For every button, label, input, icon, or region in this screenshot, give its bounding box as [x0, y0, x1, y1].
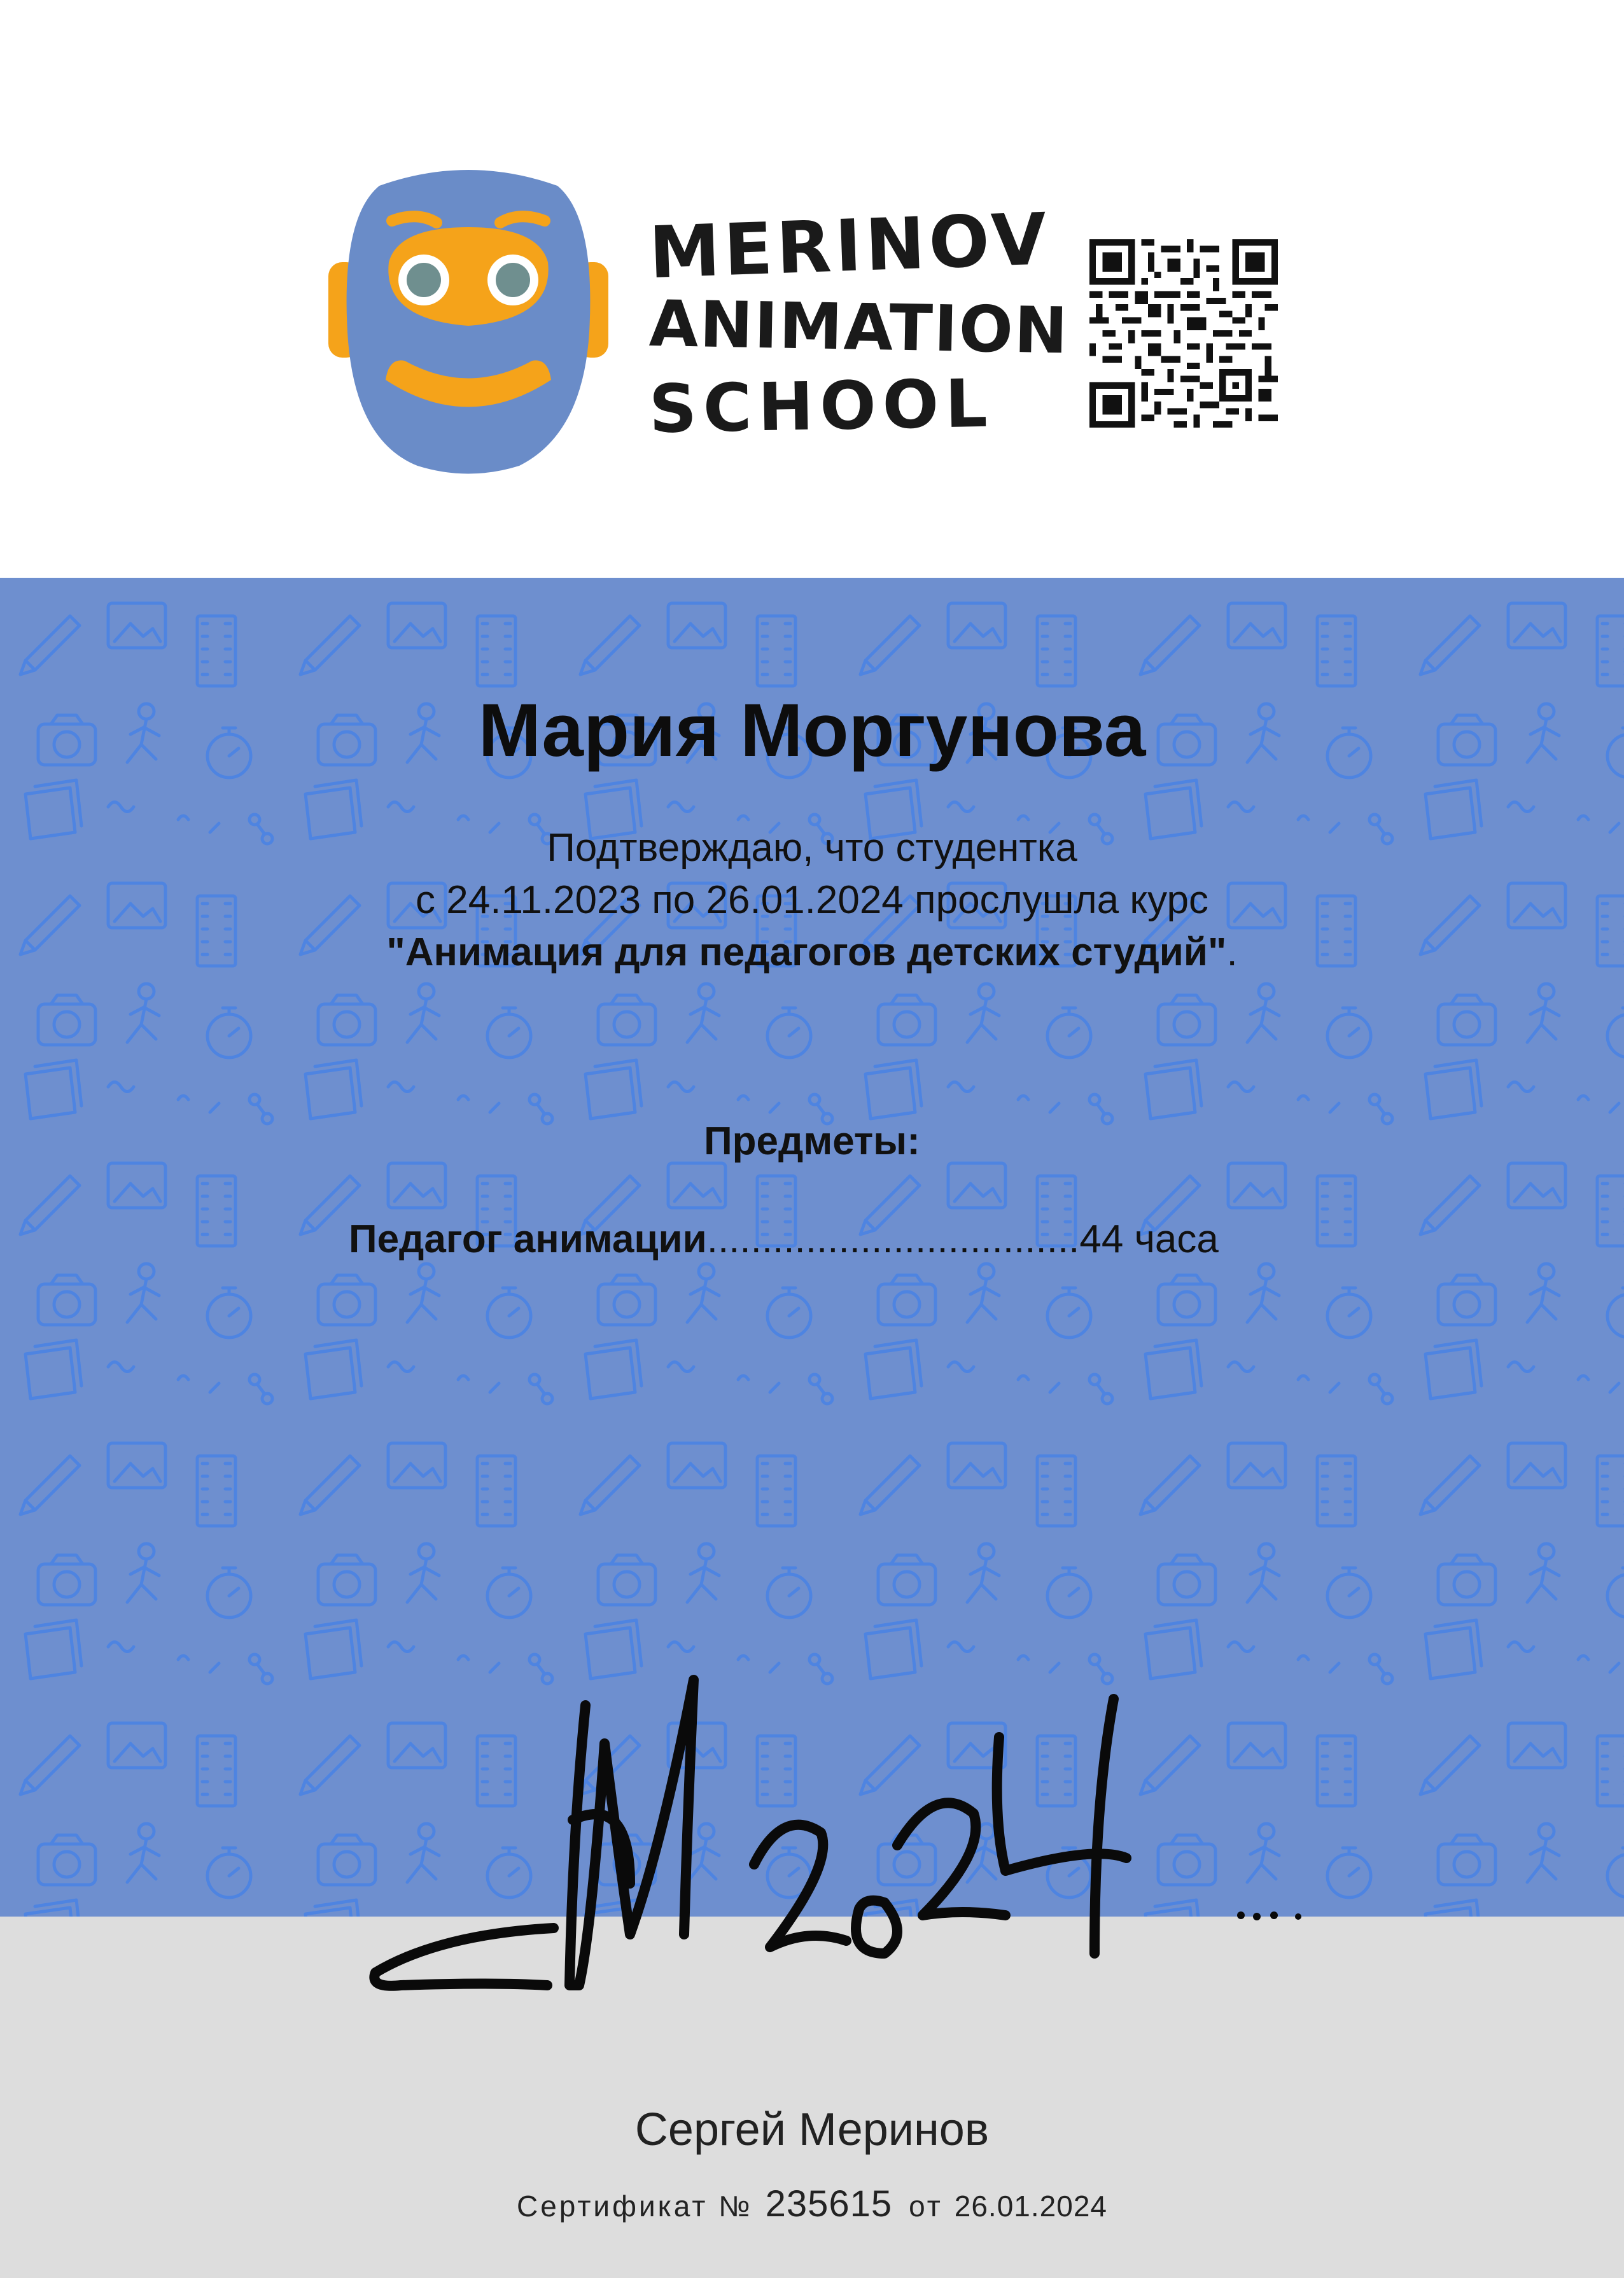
certificate-number: 235615 [765, 2183, 893, 2225]
signer-name: Сергей Меринов [634, 2104, 990, 2155]
date-label: от [909, 2190, 943, 2223]
subject-name: Педагог анимации [349, 1217, 707, 1261]
confirmation-line-1: Подтверждаю, что студентка [547, 826, 1077, 870]
robot-face-icon [328, 167, 608, 475]
logo-wordmark [647, 198, 1070, 449]
handwritten-signature-icon [363, 1654, 1336, 2036]
confirmation-line-3 [0, 926, 1624, 979]
certificate-header [0, 0, 1624, 578]
subject-item [349, 1217, 1278, 1262]
qr-code-icon [1089, 239, 1278, 428]
course-suffix: . [1226, 930, 1238, 974]
certificate-number-line [0, 2183, 1624, 2225]
confirmation-line-2: с 24.11.2023 по 26.01.2024 прослушла курс [416, 878, 1208, 922]
confirmation-text [0, 822, 1624, 979]
logo-line-2: ANIMATION [648, 286, 1070, 368]
student-name: Мария Моргунова [478, 688, 1146, 772]
subject-hours: 44 часа [1079, 1217, 1219, 1261]
course-title: "Анимация для педагогов детских студий" [386, 930, 1227, 974]
certificate-date: 26.01.2024 [954, 2190, 1107, 2223]
subject-leader-dots: .................................. [706, 1217, 1080, 1261]
logo-line-1: MERINOV [647, 198, 1052, 295]
logo-line-3: SCHOOL [648, 364, 995, 449]
certificate-label: Сертификат № [516, 2190, 753, 2223]
subjects-heading: Предметы: [704, 1119, 920, 1163]
